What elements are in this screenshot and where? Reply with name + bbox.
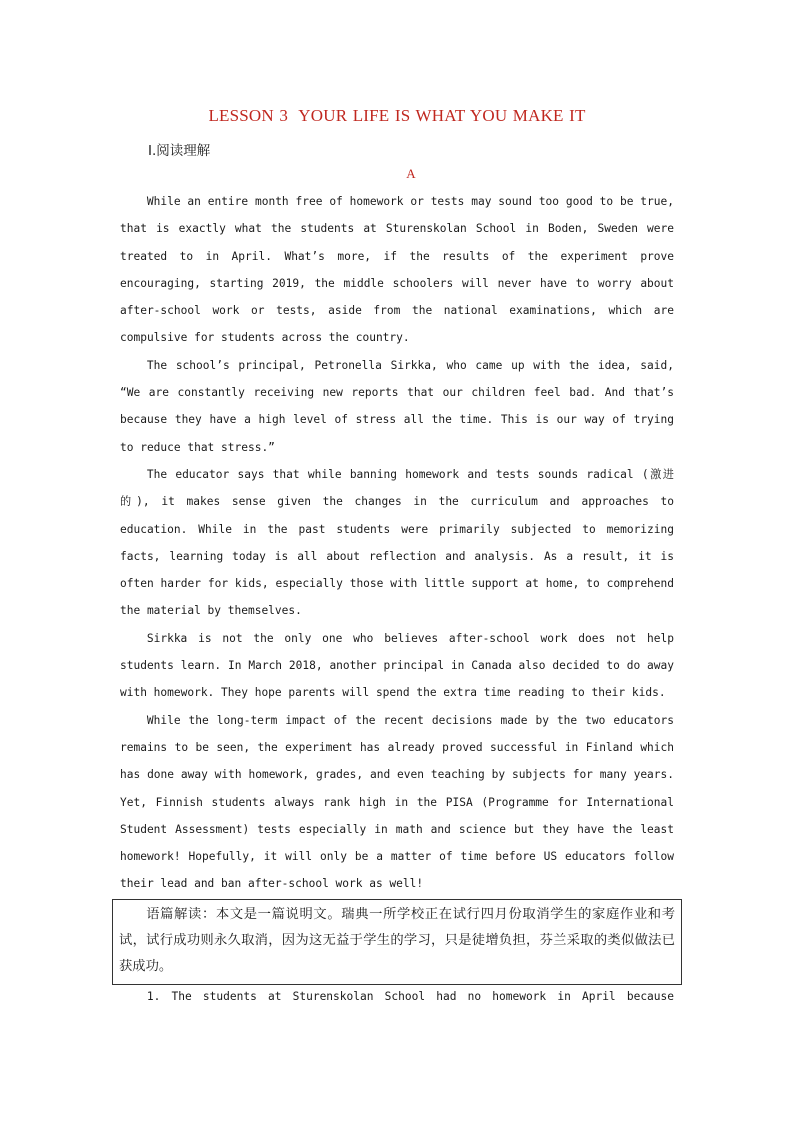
lesson-title: LESSON 3 YOUR LIFE IS WHAT YOU MAKE IT — [208, 106, 586, 125]
summary-box — [112, 899, 682, 985]
summary-text: 语篇解读：本文是一篇说明文。瑞典一所学校正在试行四月份取消学生的家庭作业和考试，试行成功则永久取消，因为这无益于学生的学习，只是徒增负担，芬兰采取的类似做法已获成功。 — [119, 907, 675, 974]
passage-body — [120, 188, 674, 898]
paragraph: Sirkka is not the only one who believes after-school work does not help students learn. In March 2018, another principal in Canada also decided to do away with homework. They hope parents will spend the extra time reading to their kids. — [120, 631, 674, 700]
passage-label: A — [406, 166, 416, 181]
paragraph: The educator says that while banning homework and tests sounds radical (激进的), it makes sense given the changes in the curriculum and approaches to education. While in the past students were primarily subjected to memorizing facts, learning today is all about reflection and analysis. As a result, it is often harder for kids, especially those with little support at home, to comprehend the material by themselves. — [120, 467, 674, 618]
paragraph: While an entire month free of homework or tests may sound too good to be true, that is exactly what the students at Sturenskolan School in Boden, Sweden were treated to in April. What’s more, if the results of the experiment prove encouraging, starting 2019, the middle schoolers will never have to worry about after-school work or tests, aside from the national examinations, which are compulsive for students across the country. — [120, 195, 674, 345]
paragraph: While the long-term impact of the recent decisions made by the two educators remains to be seen, the experiment has already proved successful in Finland which has done away with homework, grades, and even teaching by subjects for many years. Yet, Finnish students always rank high in the PISA (Programme for International Student Assessment) tests especially in math and science but they have the least homework! Hopefully, it will only be a matter of time before US educators follow their lead and ban after-school work as well! — [120, 713, 674, 891]
question-1: 1. The students at Sturenskolan School had no homework in April because — [146, 990, 674, 1003]
paragraph: The school’s principal, Petronella Sirkka, who came up with the idea, said, “We are constantly receiving new reports that our children feel bad. And that’s because they have a high level of stress all the time. This is our way of trying to reduce that stress.” — [120, 358, 674, 454]
section-heading: Ⅰ.阅读理解 — [148, 143, 211, 159]
